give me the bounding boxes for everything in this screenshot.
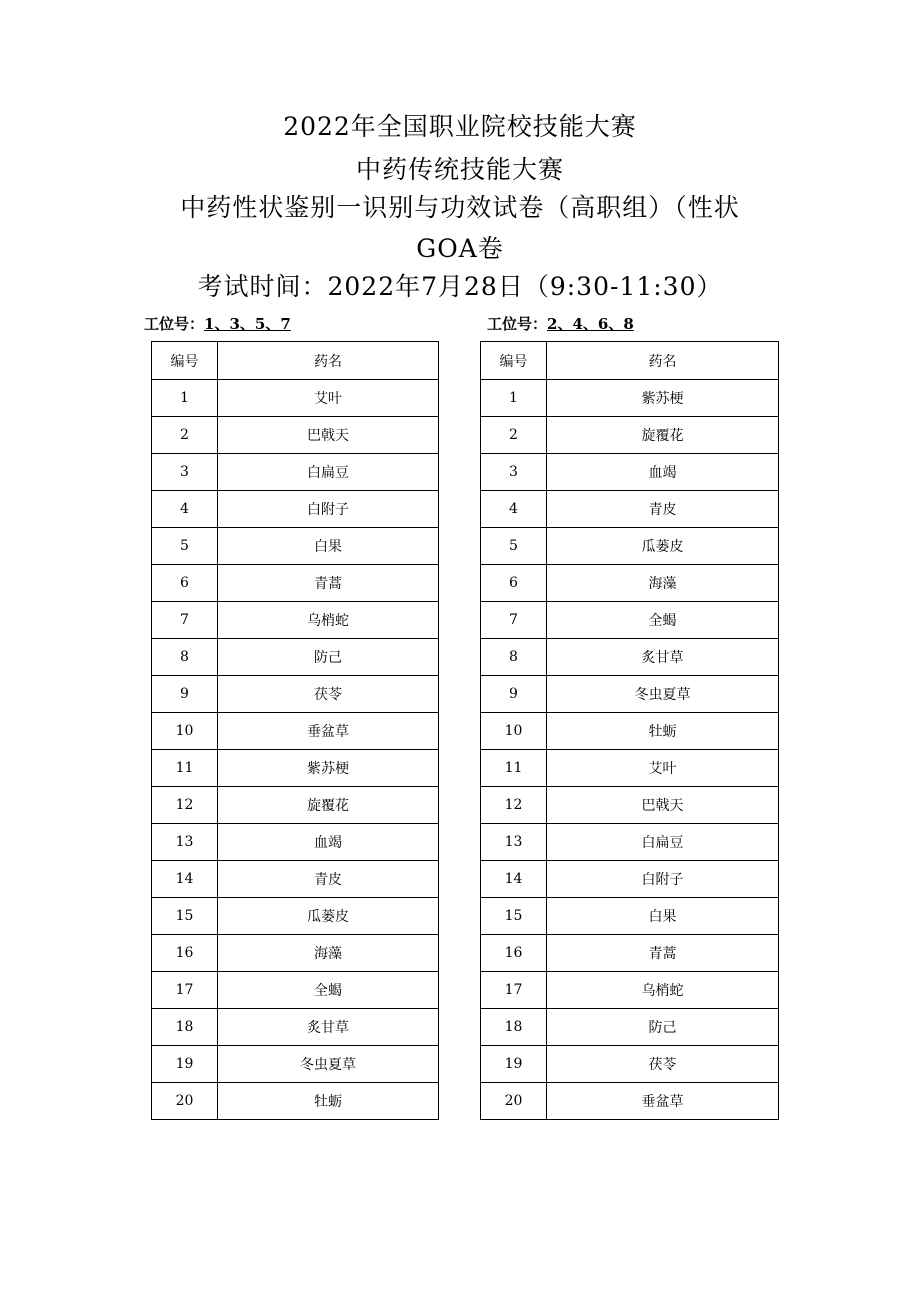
cell-number: 15 <box>152 898 218 935</box>
cell-number: 14 <box>481 861 547 898</box>
cell-drug-name: 茯苓 <box>547 1046 779 1083</box>
cell-drug-name: 紫苏梗 <box>218 750 439 787</box>
cell-number: 15 <box>481 898 547 935</box>
table-row <box>152 565 439 602</box>
station-numbers-right: 2、4、6、8 <box>547 315 634 333</box>
cell-number: 6 <box>152 565 218 602</box>
cell-number: 9 <box>152 676 218 713</box>
title-competition: 2022年全国职业院校技能大赛 <box>283 112 637 141</box>
table-row <box>481 454 779 491</box>
cell-number: 5 <box>481 528 547 565</box>
cell-number: 12 <box>481 787 547 824</box>
drug-table-left <box>151 341 439 1120</box>
cell-drug-name: 炙甘草 <box>218 1009 439 1046</box>
cell-drug-name: 茯苓 <box>218 676 439 713</box>
table-row <box>152 713 439 750</box>
table-row <box>481 639 779 676</box>
cell-drug-name: 乌梢蛇 <box>547 972 779 1009</box>
title-contest: 中药传统技能大赛 <box>355 155 564 184</box>
cell-drug-name: 艾叶 <box>218 380 439 417</box>
cell-drug-name: 青蒿 <box>547 935 779 972</box>
cell-number: 18 <box>152 1009 218 1046</box>
table-row <box>152 380 439 417</box>
table-row <box>481 935 779 972</box>
table-row <box>152 787 439 824</box>
cell-number: 16 <box>481 935 547 972</box>
cell-drug-name: 垂盆草 <box>547 1083 779 1120</box>
cell-drug-name: 旋覆花 <box>547 417 779 454</box>
table-row <box>481 380 779 417</box>
table-row <box>152 861 439 898</box>
table-row <box>481 750 779 787</box>
cell-number: 1 <box>481 380 547 417</box>
cell-number: 17 <box>152 972 218 1009</box>
cell-drug-name: 垂盆草 <box>218 713 439 750</box>
cell-number: 7 <box>481 602 547 639</box>
station-label-text: 工位号： <box>144 315 205 333</box>
cell-drug-name: 白果 <box>547 898 779 935</box>
cell-number: 3 <box>481 454 547 491</box>
table-header-row <box>481 342 779 380</box>
cell-drug-name: 冬虫夏草 <box>547 676 779 713</box>
cell-drug-name: 紫苏梗 <box>547 380 779 417</box>
table-row <box>152 602 439 639</box>
column-header-drug-name: 药名 <box>218 342 439 380</box>
table-row <box>152 1046 439 1083</box>
cell-drug-name: 血竭 <box>547 454 779 491</box>
cell-number: 7 <box>152 602 218 639</box>
table-row <box>152 898 439 935</box>
cell-number: 14 <box>152 861 218 898</box>
cell-drug-name: 白附子 <box>218 491 439 528</box>
cell-number: 17 <box>481 972 547 1009</box>
cell-drug-name: 瓜蒌皮 <box>547 528 779 565</box>
table-row <box>481 565 779 602</box>
table-row <box>481 491 779 528</box>
table-row <box>481 861 779 898</box>
table-row <box>481 898 779 935</box>
cell-number: 2 <box>481 417 547 454</box>
cell-drug-name: 防己 <box>547 1009 779 1046</box>
table-row <box>481 972 779 1009</box>
station-label-left <box>144 313 291 334</box>
cell-number: 8 <box>481 639 547 676</box>
cell-number: 10 <box>481 713 547 750</box>
cell-drug-name: 瓜蒌皮 <box>218 898 439 935</box>
table-row <box>152 935 439 972</box>
table-row <box>481 787 779 824</box>
table-row <box>152 1083 439 1120</box>
cell-number: 6 <box>481 565 547 602</box>
table-row <box>481 602 779 639</box>
cell-drug-name: 青皮 <box>218 861 439 898</box>
cell-number: 3 <box>152 454 218 491</box>
table-row <box>152 972 439 1009</box>
table-row <box>152 417 439 454</box>
cell-drug-name: 巴戟天 <box>218 417 439 454</box>
cell-number: 1 <box>152 380 218 417</box>
cell-drug-name: 旋覆花 <box>218 787 439 824</box>
cell-number: 19 <box>481 1046 547 1083</box>
cell-number: 19 <box>152 1046 218 1083</box>
table-row <box>481 1083 779 1120</box>
cell-number: 5 <box>152 528 218 565</box>
table-row <box>152 824 439 861</box>
cell-number: 11 <box>481 750 547 787</box>
cell-drug-name: 白扁豆 <box>547 824 779 861</box>
table-row <box>152 750 439 787</box>
cell-number: 18 <box>481 1009 547 1046</box>
cell-number: 10 <box>152 713 218 750</box>
cell-drug-name: 海藻 <box>547 565 779 602</box>
cell-number: 4 <box>152 491 218 528</box>
cell-drug-name: 海藻 <box>218 935 439 972</box>
station-label-right <box>487 313 634 334</box>
title-paper-version: GOA卷 <box>416 234 504 263</box>
station-label-text: 工位号： <box>487 315 548 333</box>
table-row <box>152 528 439 565</box>
cell-number: 12 <box>152 787 218 824</box>
cell-drug-name: 青皮 <box>547 491 779 528</box>
table-row <box>152 454 439 491</box>
cell-drug-name: 白果 <box>218 528 439 565</box>
station-numbers-left: 1、3、5、7 <box>204 315 291 333</box>
table-row <box>152 491 439 528</box>
cell-number: 4 <box>481 491 547 528</box>
table-row <box>481 676 779 713</box>
cell-number: 13 <box>481 824 547 861</box>
table-row <box>481 824 779 861</box>
cell-drug-name: 防己 <box>218 639 439 676</box>
table-row <box>152 676 439 713</box>
cell-drug-name: 青蒿 <box>218 565 439 602</box>
table-row <box>481 713 779 750</box>
cell-drug-name: 炙甘草 <box>547 639 779 676</box>
drug-table-right <box>480 341 779 1120</box>
cell-drug-name: 牡蛎 <box>547 713 779 750</box>
cell-number: 8 <box>152 639 218 676</box>
cell-number: 9 <box>481 676 547 713</box>
cell-drug-name: 白附子 <box>547 861 779 898</box>
column-header-drug-name: 药名 <box>547 342 779 380</box>
table-row <box>152 639 439 676</box>
cell-number: 2 <box>152 417 218 454</box>
cell-drug-name: 冬虫夏草 <box>218 1046 439 1083</box>
table-row <box>152 1009 439 1046</box>
cell-drug-name: 巴戟天 <box>547 787 779 824</box>
cell-number: 11 <box>152 750 218 787</box>
cell-number: 20 <box>481 1083 547 1120</box>
exam-time: 考试时间：2022年7月28日（9:30-11:30） <box>197 272 723 301</box>
title-exam-paper: 中药性状鉴别一识别与功效试卷（高职组）（性状 <box>180 193 740 222</box>
table-row <box>481 417 779 454</box>
table-row <box>481 528 779 565</box>
table-row <box>481 1046 779 1083</box>
cell-drug-name: 白扁豆 <box>218 454 439 491</box>
cell-drug-name: 血竭 <box>218 824 439 861</box>
cell-drug-name: 艾叶 <box>547 750 779 787</box>
cell-number: 16 <box>152 935 218 972</box>
cell-drug-name: 全蝎 <box>547 602 779 639</box>
column-header-number: 编号 <box>152 342 218 380</box>
cell-drug-name: 牡蛎 <box>218 1083 439 1120</box>
cell-drug-name: 乌梢蛇 <box>218 602 439 639</box>
table-header-row <box>152 342 439 380</box>
cell-number: 20 <box>152 1083 218 1120</box>
cell-number: 13 <box>152 824 218 861</box>
table-row <box>481 1009 779 1046</box>
cell-drug-name: 全蝎 <box>218 972 439 1009</box>
column-header-number: 编号 <box>481 342 547 380</box>
